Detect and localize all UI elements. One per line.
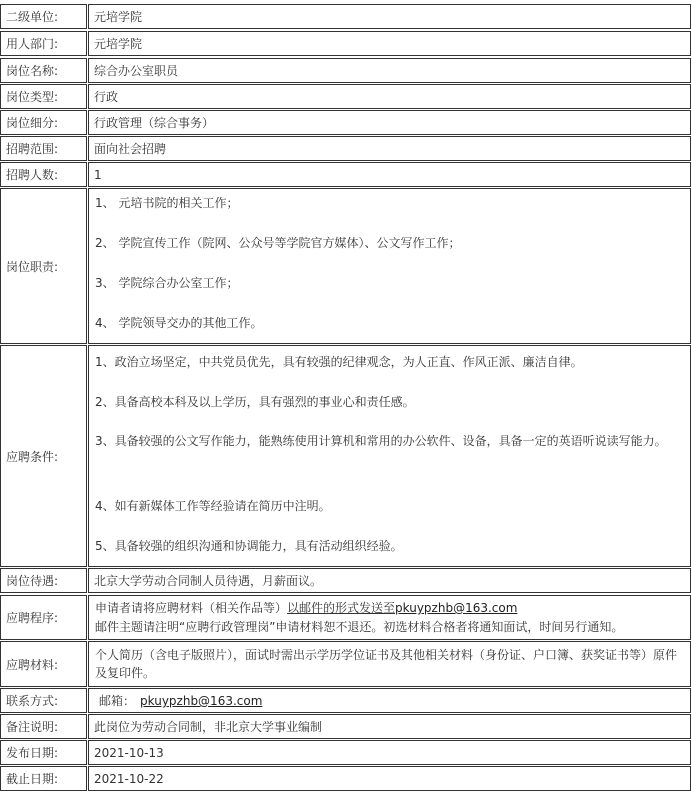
compensation-label: 岗位待遇: (6, 574, 59, 588)
label-cell (0, 766, 87, 791)
publish-date-value: 2021-10-13 (94, 745, 164, 760)
procedure-email-link[interactable]: pkuypzhb@163.com (395, 601, 518, 615)
procedure-line-1 (95, 600, 517, 616)
value-cell (88, 110, 691, 135)
label-cell (0, 162, 87, 187)
publish-date-label: 发布日期: (6, 746, 59, 760)
row-headcount (0, 162, 692, 187)
duty-item: 3、 学院综合办公室工作； (95, 276, 239, 290)
duties-label: 岗位职责: (6, 259, 59, 274)
row-position-type (0, 84, 692, 109)
row-contact (0, 688, 692, 713)
contact-label: 联系方式: (6, 694, 59, 708)
compensation-value: 北京大学劳动合同制人员待遇，月薪面议。 (94, 574, 323, 588)
unit-label: 二级单位: (6, 10, 59, 24)
position-name-label: 岗位名称: (6, 64, 59, 78)
label-cell (0, 84, 87, 109)
requirement-item: 1、政治立场坚定，中共党员优先，具有较强的纪律观念，为人正直、作风正派、廉洁自律。 (95, 355, 583, 369)
label-cell (0, 568, 87, 593)
row-materials (0, 641, 692, 687)
label-cell (0, 58, 87, 83)
value-cell (88, 568, 691, 593)
headcount-label: 招聘人数: (6, 168, 59, 182)
duty-item: 4、 学院领导交办的其他工作。 (95, 316, 263, 330)
unit-value: 元培学院 (94, 10, 143, 24)
requirements-label: 应聘条件: (6, 449, 59, 464)
materials-label: 应聘材料: (6, 657, 59, 672)
requirement-item: 4、如有新媒体工作等经验请在简历中注明。 (95, 499, 331, 513)
label-cell (0, 136, 87, 161)
value-cell (88, 58, 691, 83)
value-cell (88, 714, 691, 739)
row-requirements (0, 345, 692, 567)
label-cell (0, 714, 87, 739)
deadline-label: 截止日期: (6, 772, 59, 786)
label-cell (0, 4, 87, 29)
value-cell (88, 740, 691, 765)
label-cell (0, 595, 87, 640)
contact-value (89, 692, 262, 709)
row-duties (0, 188, 692, 344)
position-name-value: 综合办公室职员 (94, 64, 179, 78)
value-cell (88, 188, 691, 344)
position-detail-value: 行政管理（综合事务） (94, 116, 215, 130)
value-cell (88, 595, 691, 640)
label-cell (0, 688, 87, 713)
duty-item: 2、 学院宣传工作（院网、公众号等学院官方媒体）、公文写作工作； (95, 236, 461, 250)
value-cell (88, 766, 691, 791)
label-cell (0, 110, 87, 135)
department-value: 元培学院 (94, 37, 143, 51)
requirement-item: 3、具备较强的公文写作能力，能熟练使用计算机和常用的办公软件、设备，具备一定的英语听说读写能力。 (95, 434, 667, 448)
label-cell (0, 188, 87, 344)
value-cell (88, 136, 691, 161)
materials-value: 个人简历（含电子版照片），面试时需出示学历学位证书及其他相关材料（身份证、户口簿、获奖证书等）原件及复印件。 (95, 648, 678, 680)
requirement-item: 2、具备高校本科及以上学历，具有强烈的事业心和责任感。 (95, 395, 415, 409)
label-cell (0, 740, 87, 765)
row-scope (0, 136, 692, 161)
duty-item: 1、 元培书院的相关工作； (95, 196, 239, 210)
value-cell (88, 641, 691, 687)
row-remarks (0, 714, 692, 739)
headcount-value: 1 (94, 167, 102, 182)
row-procedure (0, 595, 692, 640)
scope-label: 招聘范围: (6, 142, 59, 156)
deadline-value: 2021-10-22 (94, 771, 164, 786)
label-cell (0, 641, 87, 687)
label-cell (0, 31, 87, 56)
value-cell (88, 4, 691, 29)
row-position-name (0, 58, 692, 83)
remarks-value: 此岗位为劳动合同制，非北京大学事业编制 (94, 720, 323, 734)
label-cell (0, 345, 87, 567)
position-type-label: 岗位类型: (6, 90, 59, 104)
row-publish-date (0, 740, 692, 765)
position-detail-label: 岗位细分: (6, 116, 59, 130)
value-cell (88, 31, 691, 56)
procedure-line-2: 邮件主题请注明“应聘行政管理岗”申请材料恕不退还。初选材料合格者将通知面试，时间另行通知。 (95, 620, 624, 634)
remarks-label: 备注说明: (6, 720, 59, 734)
department-label: 用人部门: (6, 37, 59, 51)
value-cell (88, 162, 691, 187)
row-department (0, 31, 692, 56)
requirement-item: 5、具备较强的组织沟通和协调能力，具有活动组织经验。 (95, 539, 403, 553)
row-position-detail (0, 110, 692, 135)
value-cell (88, 345, 691, 567)
contact-email-link[interactable]: pkuypzhb@163.com (140, 694, 263, 708)
contact-prefix: 邮箱： (99, 694, 136, 708)
scope-value: 面向社会招聘 (94, 142, 167, 156)
procedure-underlined: 以邮件的形式发送至 (287, 601, 396, 615)
procedure-prefix: 申请者请将应聘材料（相关作品等） (95, 601, 288, 615)
position-type-value: 行政 (94, 90, 119, 104)
row-deadline (0, 766, 692, 791)
value-cell (88, 688, 691, 713)
procedure-label: 应聘程序: (6, 611, 59, 625)
value-cell (88, 84, 691, 109)
row-unit (0, 4, 692, 29)
row-compensation (0, 568, 692, 593)
